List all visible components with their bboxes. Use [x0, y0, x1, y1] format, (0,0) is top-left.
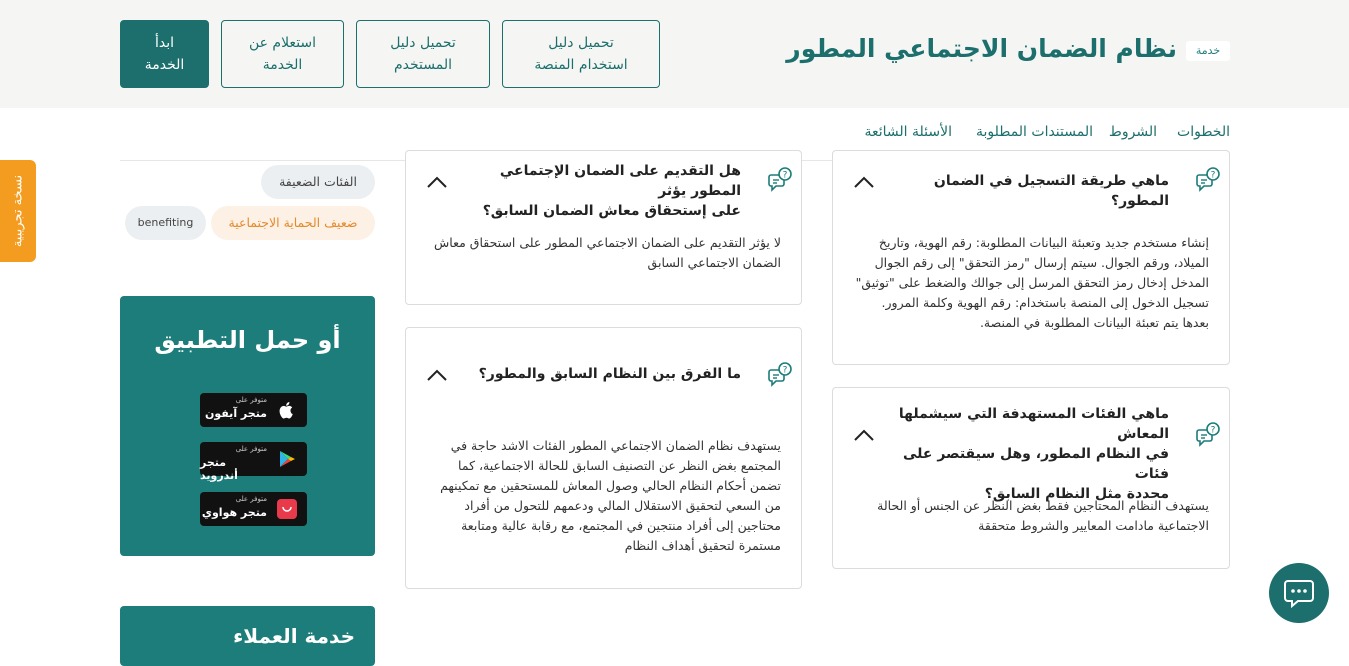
download-platform-guide-button[interactable]	[502, 20, 660, 88]
faq-question	[879, 404, 1169, 504]
trial-version-badge	[0, 160, 36, 262]
tag-chip[interactable]: الفئات الضعيفة	[261, 165, 375, 199]
faq-card[interactable]	[832, 387, 1230, 569]
question-line: هل التقديم على الضمان الإجتماعي المطور يؤثر	[499, 163, 741, 199]
button-label-line2: الخدمة	[144, 57, 185, 73]
store-small-label: متوفر على	[235, 396, 267, 404]
chevron-up-icon[interactable]	[426, 175, 448, 189]
trial-version-label: نسخة تجريبية	[10, 174, 26, 248]
faq-question-icon	[767, 362, 793, 388]
faq-card[interactable]	[405, 327, 802, 589]
page-title: نظام الضمان الاجتماعي المطور	[786, 34, 1177, 63]
service-tag: خدمة	[1186, 41, 1230, 61]
tag-chip[interactable]: benefiting	[125, 206, 206, 240]
answer-line: إنشاء مستخدم جديد وتعبئة البيانات المطلوبة: رقم الهوية، وتاريخ	[878, 235, 1209, 250]
question-line: في النظام المطور، وهل سيقتصر على فئات	[903, 446, 1169, 482]
faq-question	[451, 161, 741, 221]
tab-required-documents[interactable]: المستندات المطلوبة	[975, 124, 1093, 140]
answer-line: تسجيل الدخول إلى المنصة باستخدام: رقم الهوية وكلمة المرور.	[881, 295, 1209, 310]
answer-line: مستمرة لتحقيق أهداف النظام	[624, 538, 781, 553]
faq-card[interactable]	[405, 150, 802, 305]
answer-line: تضمن أحكام النظام الحالي وصول المعاش للمستحقين مع تمكينهم	[440, 478, 781, 493]
huawei-icon	[277, 499, 297, 519]
answer-line: الاجتماعية مادامت المعايير والشروط متحققة	[978, 518, 1209, 533]
chevron-up-icon[interactable]	[853, 175, 875, 189]
tab-steps[interactable]: الخطوات	[1177, 124, 1230, 140]
chat-icon	[1269, 563, 1329, 623]
question-line: محددة مثل النظام السابق؟	[984, 486, 1169, 502]
button-label-line1: تحميل دليل	[390, 35, 456, 51]
faq-answer	[421, 233, 781, 273]
answer-line: لا يؤثر التقديم على الضمان الاجتماعي المطور على استحقاق معاش	[434, 235, 781, 250]
download-user-guide-button[interactable]	[356, 20, 490, 88]
app-download-box	[120, 296, 375, 556]
faq-answer	[849, 233, 1209, 333]
customer-service-title: خدمة العملاء	[233, 624, 355, 648]
tab-faq[interactable]: الأسئلة الشائعة	[864, 124, 952, 140]
question-line: على إستحقاق معاش الضمان السابق؟	[482, 203, 741, 219]
faq-question-icon	[1195, 422, 1221, 448]
button-label-line2: المستخدم	[393, 57, 453, 73]
faq-answer	[849, 496, 1209, 536]
customer-service-box[interactable]	[120, 606, 375, 666]
answer-line: بعدها يتم تعبئة البيانات المطلوبة في المنصة.	[979, 315, 1209, 330]
store-name: متجر أندرويد	[200, 456, 238, 482]
faq-question-icon	[767, 167, 793, 193]
huawei-store-button[interactable]	[200, 492, 307, 526]
button-label-line2: استخدام المنصة	[534, 57, 628, 73]
store-name: متجر هواوي	[201, 506, 267, 519]
service-header	[0, 0, 1349, 108]
answer-line: محتاجين إلى أفراد منتجين في المجتمع، مع رقابة عالية ومتابعة	[461, 518, 781, 533]
svg-text:?: ?	[782, 170, 788, 181]
apple-icon	[277, 400, 297, 420]
start-service-button[interactable]	[120, 20, 209, 88]
answer-line: يستهدف نظام الضمان الاجتماعي المطور الفئات الاشد حاجة في	[450, 438, 781, 453]
tab-conditions[interactable]: الشروط	[1108, 124, 1157, 140]
answer-line: يستهدف النظام المحتاجين فقط بغض النظر عن الجنس أو الحالة	[877, 498, 1209, 513]
google-play-button[interactable]	[200, 442, 307, 482]
service-inquiry-button[interactable]	[221, 20, 344, 88]
chevron-up-icon[interactable]	[426, 368, 448, 382]
chevron-up-icon[interactable]	[853, 428, 875, 442]
store-small-label: متوفر على	[235, 445, 267, 453]
tag-chip[interactable]: ضعيف الحماية الاجتماعية	[211, 206, 375, 240]
store-small-label: متوفر على	[235, 495, 267, 503]
question-line: ماهي الفئات المستهدفة التي سيشملها المعاش	[898, 406, 1169, 442]
answer-line: المجتمع بغض النظر عن التصنيف السابق للحالة الاجتماعية، كما	[458, 458, 781, 473]
google-play-icon	[277, 449, 297, 469]
svg-text:?: ?	[1210, 425, 1216, 436]
faq-question: ما الفرق بين النظام السابق والمطور؟	[478, 366, 741, 382]
answer-line: الميلاد، ورقم الجوال. سيتم إرسال "رمز التحقق" إلى رقم الجوال	[874, 255, 1209, 270]
chat-button[interactable]	[1269, 563, 1329, 623]
button-label-line1: ابدأ	[154, 35, 175, 51]
button-label-line1: تحميل دليل	[548, 35, 614, 51]
svg-text:?: ?	[1210, 170, 1216, 181]
answer-line: الضمان الاجتماعي السابق	[647, 255, 781, 270]
app-download-title: أو حمل التطبيق	[154, 326, 341, 354]
faq-answer	[421, 436, 781, 556]
faq-card[interactable]	[832, 150, 1230, 365]
svg-text:?: ?	[782, 365, 788, 376]
answer-line: المدخل إدخال رمز التحقق المرسل إلى جوالك والضغط على "توثيق"	[855, 275, 1209, 290]
button-label-line2: الخدمة	[262, 57, 303, 73]
button-label-line1: استعلام عن	[248, 35, 317, 51]
faq-question-icon	[1195, 167, 1221, 193]
faq-question: ماهي طريقة التسجيل في الضمان المطور؟	[933, 173, 1169, 209]
store-name: متجر آيفون	[204, 407, 267, 420]
answer-line: من السعي لتحقيق الاستقلال المالي ودعمهم للتحول من أفراد	[464, 498, 781, 513]
app-store-button[interactable]	[200, 393, 307, 427]
